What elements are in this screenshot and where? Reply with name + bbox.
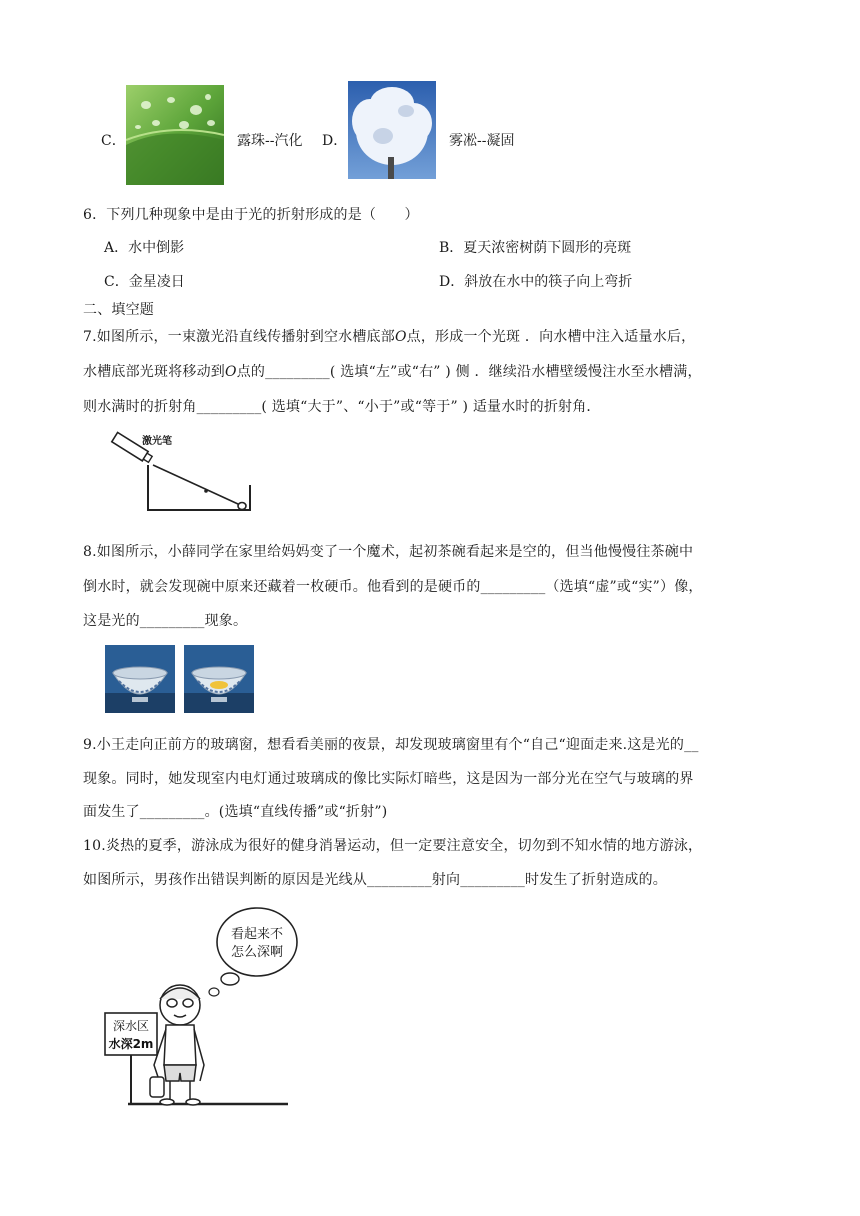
empty-bowl-photo [105,645,175,713]
sign-text-1: 深水区 [112,1019,150,1033]
dew-drops-photo [126,85,224,185]
q10-line-2: 如图所示，男孩作出错误判断的原因是光线从_________射向_________时发生了折射造成的。 [83,872,667,888]
q9-line-3: 面发生了_________。(选填“直线传播”或“折射”) [83,804,388,820]
q9-line-2: 现象。同时，她发现室内电灯通过玻璃成的像比实际灯暗些，这是因为一部分光在空气与玻璃的界 [83,771,694,787]
laser-tank-diagram [108,430,258,514]
section-heading: 二、填空题 [83,302,154,318]
option-d-label: D． [322,133,348,149]
q6-option-c: C．金星凌日 [104,274,185,290]
q7-line-1: 7.如图所示，一束激光沿直线传播射到空水槽底部O点，形成一个光斑 ．向水槽中注入适量水后， [83,329,696,345]
bubble-text-2: 怎么深啊 [230,945,284,960]
q10-line-1: 10.炎热的夏季，游泳成为很好的健身消暑运动，但一定要注意安全，切勿到不知水情的地方游泳， [83,838,703,854]
bowl-with-coin-photo [184,645,254,713]
q7-line-3: 则水满时的折射角_________( 选填“大于”、“小于”或“等于” ) 适量水时的折射角． [83,399,601,415]
q6-stem: 6．下列几种现象中是由于光的折射形成的是（ ） [83,207,419,223]
q9-line-1: 9.小王走向正前方的玻璃窗，想看看美丽的夜景，却发现玻璃窗里有个“自己“迎面走来.这是光的__ [83,737,699,753]
swimming-boy-illustration [100,905,300,1110]
option-c-caption: 露珠--汽化 [237,133,303,149]
option-c-label: C． [101,133,126,149]
q8-line-2: 倒水时，就会发现碗中原来还藏着一枚硬币。他看到的是硬币的_________（选填“虚”或“实”）像， [83,579,703,595]
q6-option-d: D．斜放在水中的筷子向上弯折 [439,274,633,290]
rime-tree-photo [348,81,436,189]
bubble-text-1: 看起来不 [230,927,284,942]
q6-option-b: B．夏天浓密树荫下圆形的亮斑 [439,240,632,256]
q8-line-1: 8.如图所示，小薛同学在家里给妈妈变了一个魔术，起初茶碗看起来是空的，但当他慢慢往茶碗中 [83,544,694,560]
q7-line-2: 水槽底部光斑将移动到O点的_________( 选填“左”或“右” ) 侧 ．继续沿水槽壁缓慢注水至水槽满， [83,364,702,380]
option-d-caption: 雾凇--凝固 [449,133,515,149]
q8-line-3: 这是光的_________现象。 [83,613,248,629]
sign-text-2: 水深2m [108,1037,154,1051]
q6-option-a: A．水中倒影 [104,240,185,256]
laser-pen-label: 激光笔 [142,436,172,447]
